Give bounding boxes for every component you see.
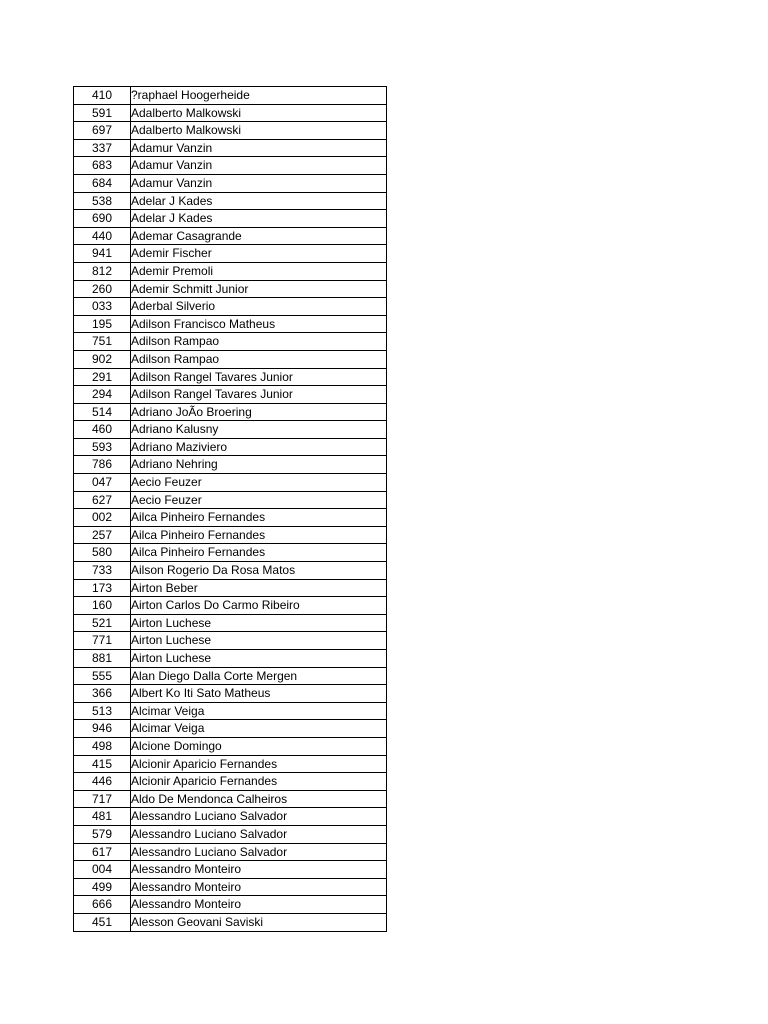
row-name-cell: Alessandro Monteiro bbox=[131, 896, 387, 914]
row-name-cell: Aecio Feuzer bbox=[131, 491, 387, 509]
row-name-cell: Alessandro Monteiro bbox=[131, 861, 387, 879]
table-row bbox=[74, 192, 387, 210]
row-name-cell: Airton Carlos Do Carmo Ribeiro bbox=[131, 597, 387, 615]
table-row bbox=[74, 403, 387, 421]
row-code-cell: 751 bbox=[74, 333, 131, 351]
row-name-cell: Ademir Fischer bbox=[131, 245, 387, 263]
row-code-cell: 690 bbox=[74, 210, 131, 228]
row-name-cell: Alessandro Luciano Salvador bbox=[131, 825, 387, 843]
table-row bbox=[74, 157, 387, 175]
row-code-cell: 415 bbox=[74, 755, 131, 773]
row-name-cell: Adriano Kalusny bbox=[131, 421, 387, 439]
table-row bbox=[74, 878, 387, 896]
table-row bbox=[74, 896, 387, 914]
row-name-cell: Ailson Rogerio Da Rosa Matos bbox=[131, 562, 387, 580]
row-name-cell: Alcimar Veiga bbox=[131, 720, 387, 738]
row-code-cell: 294 bbox=[74, 386, 131, 404]
row-code-cell: 617 bbox=[74, 843, 131, 861]
table-row bbox=[74, 526, 387, 544]
row-name-cell: Airton Luchese bbox=[131, 650, 387, 668]
table-row bbox=[74, 139, 387, 157]
row-name-cell: Airton Luchese bbox=[131, 632, 387, 650]
row-name-cell: Alan Diego Dalla Corte Mergen bbox=[131, 667, 387, 685]
table-row bbox=[74, 298, 387, 316]
row-code-cell: 697 bbox=[74, 122, 131, 140]
row-name-cell: Alesson Geovani Saviski bbox=[131, 913, 387, 931]
table-row bbox=[74, 174, 387, 192]
row-code-cell: 771 bbox=[74, 632, 131, 650]
table-row bbox=[74, 825, 387, 843]
row-code-cell: 291 bbox=[74, 368, 131, 386]
row-code-cell: 440 bbox=[74, 227, 131, 245]
table-row bbox=[74, 702, 387, 720]
row-name-cell: Aldo De Mendonca Calheiros bbox=[131, 790, 387, 808]
row-code-cell: 666 bbox=[74, 896, 131, 914]
row-code-cell: 195 bbox=[74, 315, 131, 333]
row-code-cell: 538 bbox=[74, 192, 131, 210]
row-name-cell: Adilson Rangel Tavares Junior bbox=[131, 386, 387, 404]
table-row bbox=[74, 544, 387, 562]
table-row bbox=[74, 579, 387, 597]
row-code-cell: 941 bbox=[74, 245, 131, 263]
table-row bbox=[74, 227, 387, 245]
table-row bbox=[74, 280, 387, 298]
row-name-cell: Adilson Rampao bbox=[131, 350, 387, 368]
table-row bbox=[74, 861, 387, 879]
row-code-cell: 047 bbox=[74, 474, 131, 492]
row-code-cell: 513 bbox=[74, 702, 131, 720]
table-row bbox=[74, 386, 387, 404]
row-name-cell: Alcione Domingo bbox=[131, 737, 387, 755]
row-name-cell: Adilson Francisco Matheus bbox=[131, 315, 387, 333]
table-row bbox=[74, 368, 387, 386]
row-code-cell: 002 bbox=[74, 509, 131, 527]
row-code-cell: 257 bbox=[74, 526, 131, 544]
table-row bbox=[74, 720, 387, 738]
table-row bbox=[74, 210, 387, 228]
row-code-cell: 555 bbox=[74, 667, 131, 685]
table-row bbox=[74, 421, 387, 439]
row-name-cell: Adriano Maziviero bbox=[131, 438, 387, 456]
row-code-cell: 451 bbox=[74, 913, 131, 931]
row-code-cell: 902 bbox=[74, 350, 131, 368]
row-name-cell: Adamur Vanzin bbox=[131, 157, 387, 175]
row-code-cell: 160 bbox=[74, 597, 131, 615]
table-row bbox=[74, 562, 387, 580]
table-row bbox=[74, 843, 387, 861]
row-name-cell: Adalberto Malkowski bbox=[131, 122, 387, 140]
row-code-cell: 591 bbox=[74, 104, 131, 122]
table-row bbox=[74, 614, 387, 632]
row-name-cell: Ailca Pinheiro Fernandes bbox=[131, 526, 387, 544]
row-name-cell: Ademir Premoli bbox=[131, 262, 387, 280]
row-code-cell: 498 bbox=[74, 737, 131, 755]
row-code-cell: 579 bbox=[74, 825, 131, 843]
table-row bbox=[74, 509, 387, 527]
row-code-cell: 446 bbox=[74, 773, 131, 791]
table-row bbox=[74, 913, 387, 931]
row-code-cell: 366 bbox=[74, 685, 131, 703]
table-row bbox=[74, 737, 387, 755]
table-row bbox=[74, 755, 387, 773]
row-code-cell: 514 bbox=[74, 403, 131, 421]
row-code-cell: 004 bbox=[74, 861, 131, 879]
table-row bbox=[74, 491, 387, 509]
table-row bbox=[74, 790, 387, 808]
table-row bbox=[74, 685, 387, 703]
table-row bbox=[74, 333, 387, 351]
row-code-cell: 173 bbox=[74, 579, 131, 597]
row-code-cell: 521 bbox=[74, 614, 131, 632]
row-name-cell: Albert Ko Iti Sato Matheus bbox=[131, 685, 387, 703]
row-code-cell: 717 bbox=[74, 790, 131, 808]
row-name-cell: Adalberto Malkowski bbox=[131, 104, 387, 122]
row-code-cell: 260 bbox=[74, 280, 131, 298]
row-name-cell: Adelar J Kades bbox=[131, 192, 387, 210]
row-name-cell: Adamur Vanzin bbox=[131, 139, 387, 157]
row-name-cell: Adamur Vanzin bbox=[131, 174, 387, 192]
row-code-cell: 499 bbox=[74, 878, 131, 896]
row-name-cell: Ademar Casagrande bbox=[131, 227, 387, 245]
row-code-cell: 683 bbox=[74, 157, 131, 175]
row-code-cell: 580 bbox=[74, 544, 131, 562]
table-row bbox=[74, 104, 387, 122]
row-name-cell: Airton Luchese bbox=[131, 614, 387, 632]
row-code-cell: 481 bbox=[74, 808, 131, 826]
table-row bbox=[74, 474, 387, 492]
row-name-cell: Ailca Pinheiro Fernandes bbox=[131, 509, 387, 527]
table-row bbox=[74, 438, 387, 456]
row-name-cell: Ailca Pinheiro Fernandes bbox=[131, 544, 387, 562]
table-row bbox=[74, 262, 387, 280]
row-code-cell: 033 bbox=[74, 298, 131, 316]
row-name-cell: ?raphael Hoogerheide bbox=[131, 87, 387, 105]
row-code-cell: 786 bbox=[74, 456, 131, 474]
row-code-cell: 627 bbox=[74, 491, 131, 509]
row-name-cell: Ademir Schmitt Junior bbox=[131, 280, 387, 298]
name-list-table bbox=[73, 86, 387, 932]
row-code-cell: 812 bbox=[74, 262, 131, 280]
table-row bbox=[74, 87, 387, 105]
row-name-cell: Alcionir Aparicio Fernandes bbox=[131, 755, 387, 773]
row-name-cell: Alessandro Luciano Salvador bbox=[131, 843, 387, 861]
table-row bbox=[74, 650, 387, 668]
row-name-cell: Adriano JoÃo Broering bbox=[131, 403, 387, 421]
table-row bbox=[74, 122, 387, 140]
spreadsheet-page bbox=[73, 86, 387, 932]
row-name-cell: Adilson Rangel Tavares Junior bbox=[131, 368, 387, 386]
row-code-cell: 684 bbox=[74, 174, 131, 192]
table-row bbox=[74, 315, 387, 333]
table-row bbox=[74, 667, 387, 685]
row-code-cell: 410 bbox=[74, 87, 131, 105]
row-name-cell: Alessandro Monteiro bbox=[131, 878, 387, 896]
row-name-cell: Alcionir Aparicio Fernandes bbox=[131, 773, 387, 791]
table-row bbox=[74, 773, 387, 791]
table-row bbox=[74, 245, 387, 263]
row-code-cell: 946 bbox=[74, 720, 131, 738]
row-code-cell: 881 bbox=[74, 650, 131, 668]
table-row bbox=[74, 456, 387, 474]
row-code-cell: 733 bbox=[74, 562, 131, 580]
row-code-cell: 593 bbox=[74, 438, 131, 456]
table-row bbox=[74, 808, 387, 826]
row-name-cell: Airton Beber bbox=[131, 579, 387, 597]
row-name-cell: Aderbal Silverio bbox=[131, 298, 387, 316]
row-code-cell: 460 bbox=[74, 421, 131, 439]
row-name-cell: Alessandro Luciano Salvador bbox=[131, 808, 387, 826]
row-code-cell: 337 bbox=[74, 139, 131, 157]
table-body bbox=[74, 87, 387, 932]
row-name-cell: Adelar J Kades bbox=[131, 210, 387, 228]
table-row bbox=[74, 597, 387, 615]
table-row bbox=[74, 350, 387, 368]
row-name-cell: Alcimar Veiga bbox=[131, 702, 387, 720]
row-name-cell: Adriano Nehring bbox=[131, 456, 387, 474]
table-row bbox=[74, 632, 387, 650]
row-name-cell: Adilson Rampao bbox=[131, 333, 387, 351]
row-name-cell: Aecio Feuzer bbox=[131, 474, 387, 492]
